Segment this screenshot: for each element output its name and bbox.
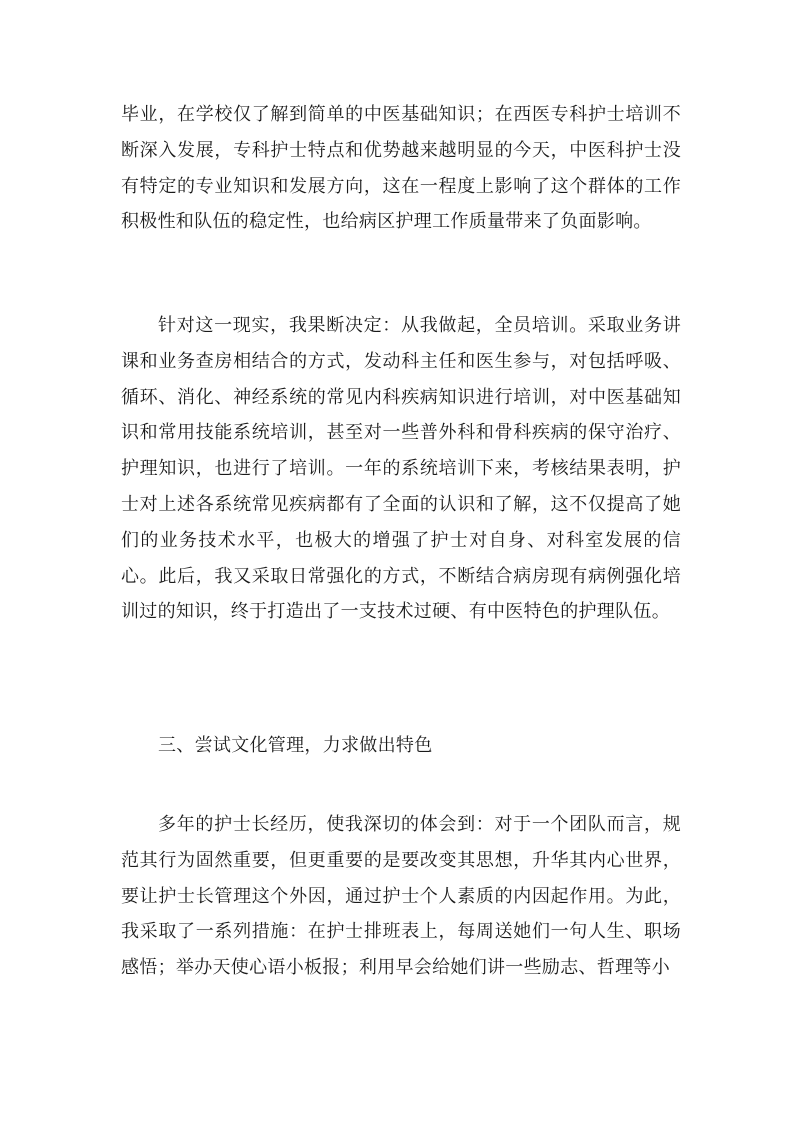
- paragraph-culture-management: 多年的护士长经历，使我深切的体会到：对于一个团队而言，规范其行为固然重要，但更重要的是要改变其思想，升华其内心世界，要让护士长管理这个外因，通过护士个人素质的内因起作用。为此，我采取了一系列措施：在护士排班表上，每周送她们一句人生、职场感悟；举办天使心语小板报；利用早会给她们讲一些励志、哲理等小: [121, 814, 681, 979]
- section-heading-3: 三、尝试文化管理，力求做出特色: [158, 735, 433, 756]
- paragraph-continuation: 毕业，在学校仅了解到简单的中医基础知识；在西医专科护士培训不断深入发展，专科护士特点和优势越来越明显的今天，中医科护士没有特定的专业知识和发展方向，这在一程度上影响了这个群体的工作积极性和队伍的稳定性，也给病区护理工作质量带来了负面影响。: [121, 104, 681, 233]
- paragraph-training: 针对这一现实，我果断决定：从我做起，全员培训。采取业务讲课和业务查房相结合的方式，发动科主任和医生参与，对包括呼吸、循环、消化、神经系统的常见内科疾病知识进行培训，对中医基础知识和常用技能系统培训，甚至对一些普外科和骨科疾病的保守治疗、护理知识，也进行了培训。一年的系统培训下来，考核结果表明，护士对上述各系统常见疾病都有了全面的认识和了解，这不仅提高了她们的业务技术水平，也极大的增强了护士对自身、对科室发展的信心。此后，我又采取日常强化的方式，不断结合病房现有病例强化培训过的知识，终于打造出了一支技术过硬、有中医特色的护理队伍。: [121, 315, 681, 623]
